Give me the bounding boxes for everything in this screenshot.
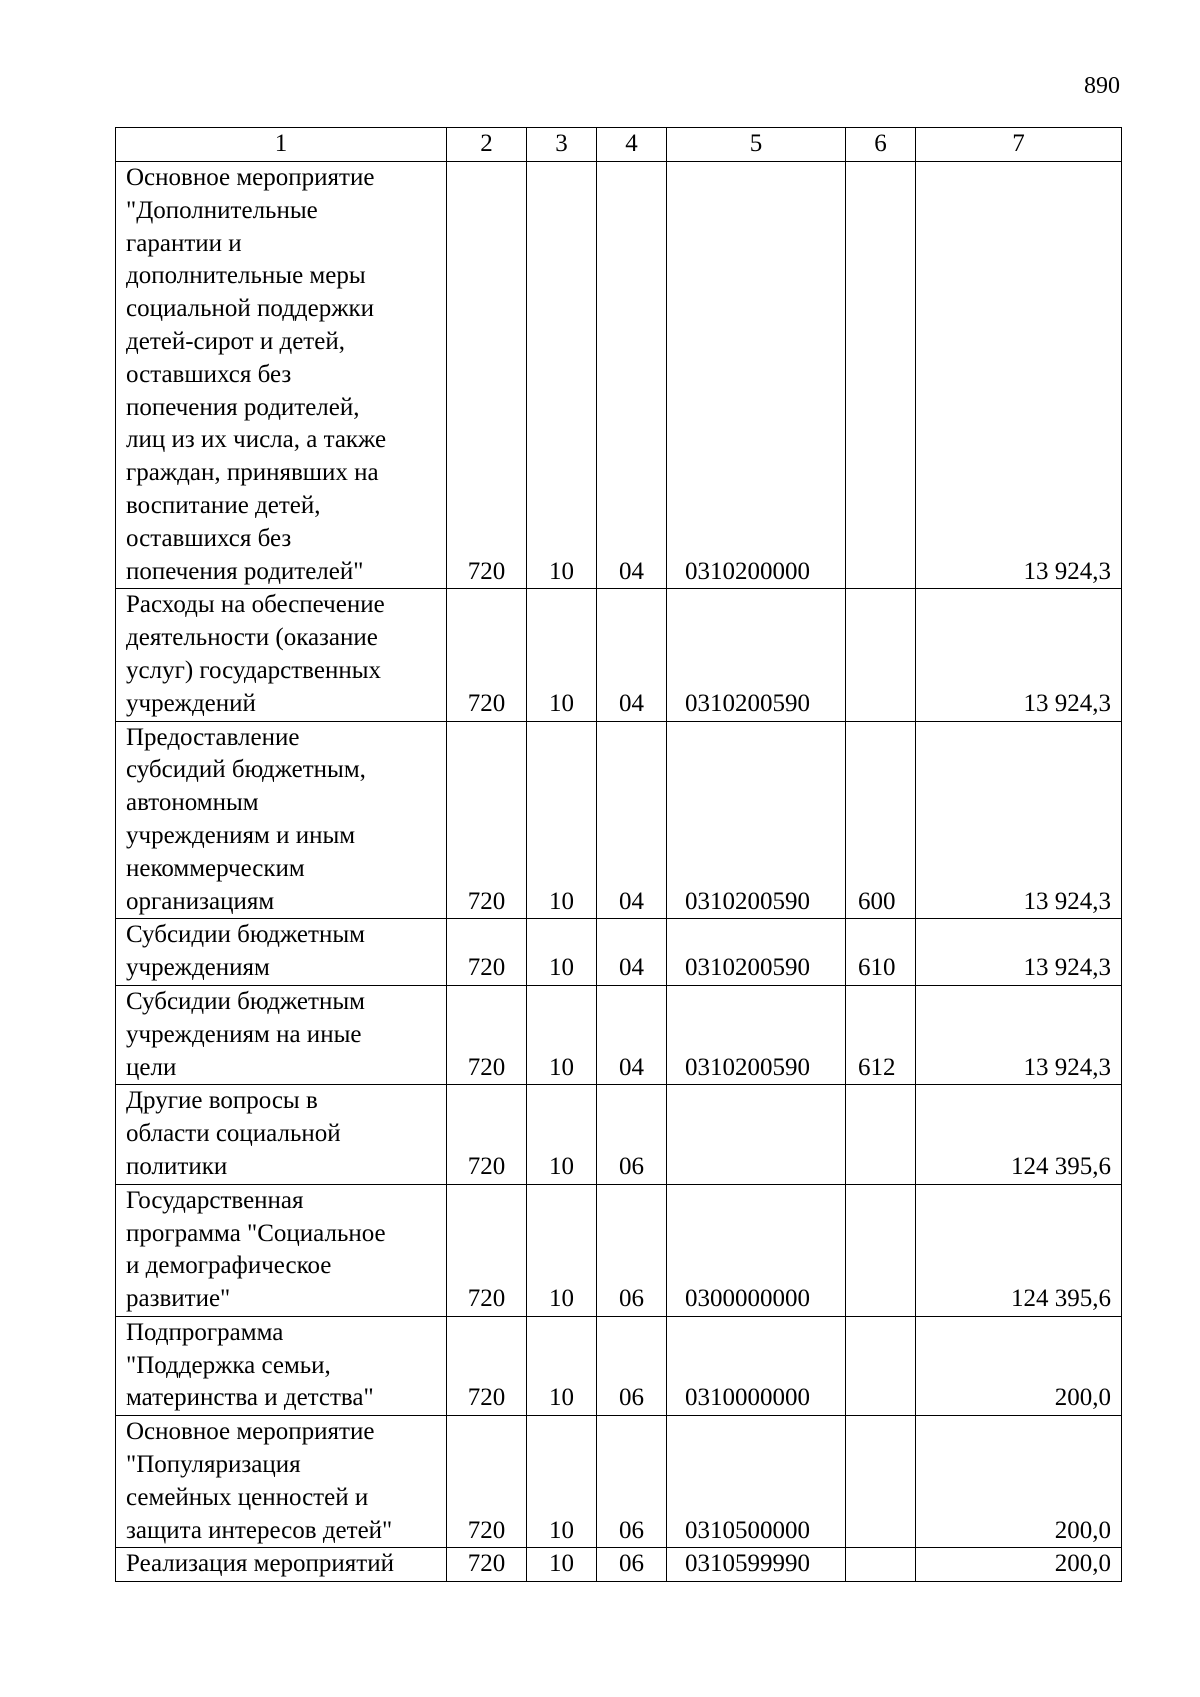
row-name-cell: Субсидии бюджетным учреждениям на иные цели [116,985,447,1084]
cell-col-2: 720 [447,1085,527,1184]
cell-col-3: 10 [527,1416,597,1548]
cell-col-2: 720 [447,589,527,721]
cell-col-3: 10 [527,1085,597,1184]
cell-col-4: 04 [597,721,667,919]
table-header-row [116,128,1122,162]
cell-col-4: 06 [597,1416,667,1548]
table-row [116,985,1122,1084]
cell-col-2: 720 [447,985,527,1084]
cell-col-3: 10 [527,1548,597,1582]
cell-col-7: 13 924,3 [916,985,1122,1084]
table-row [116,1316,1122,1415]
cell-col-7: 200,0 [916,1548,1122,1582]
cell-col-7: 200,0 [916,1416,1122,1548]
cell-col-6: 612 [846,985,916,1084]
row-name-cell: Расходы на обеспечение деятельности (оказание услуг) государственных учреждений [116,589,447,721]
budget-table [115,127,1122,1582]
cell-col-2: 720 [447,162,527,589]
cell-col-5: 0310599990 [667,1548,846,1582]
column-header: 1 [116,128,447,162]
cell-col-6: 610 [846,919,916,986]
table-row [116,1416,1122,1548]
cell-col-4: 06 [597,1085,667,1184]
cell-col-7: 124 395,6 [916,1184,1122,1316]
cell-col-3: 10 [527,1184,597,1316]
cell-col-5 [667,1085,846,1184]
cell-col-4: 06 [597,1548,667,1582]
column-header: 4 [597,128,667,162]
row-name-cell: Предоставление субсидий бюджетным, автономным учреждениям и иным некоммерческим организациям [116,721,447,919]
cell-col-6 [846,589,916,721]
cell-col-7: 13 924,3 [916,721,1122,919]
table-row [116,1184,1122,1316]
row-name-cell: Основное мероприятие "Популяризация семейных ценностей и защита интересов детей" [116,1416,447,1548]
cell-col-5: 0310500000 [667,1416,846,1548]
column-header: 2 [447,128,527,162]
cell-col-2: 720 [447,1548,527,1582]
row-name-cell: Подпрограмма "Поддержка семьи, материнства и детства" [116,1316,447,1415]
cell-col-4: 06 [597,1184,667,1316]
row-name-cell: Основное мероприятие "Дополнительные гарантии и дополнительные меры социальной поддержки детей-сирот и детей, оставшихся без попечения родителей, лиц из их числа, а также граждан, принявших на воспитание детей, оставшихся без попечения родителей" [116,162,447,589]
table-row [116,589,1122,721]
cell-col-6 [846,1085,916,1184]
row-name-cell: Государственная программа "Социальное и демографическое развитие" [116,1184,447,1316]
cell-col-3: 10 [527,1316,597,1415]
cell-col-5: 0310200590 [667,919,846,986]
cell-col-5: 0310200590 [667,721,846,919]
cell-col-2: 720 [447,1416,527,1548]
row-name-cell: Реализация мероприятий [116,1548,447,1582]
cell-col-7: 13 924,3 [916,589,1122,721]
cell-col-2: 720 [447,1316,527,1415]
cell-col-3: 10 [527,162,597,589]
cell-col-6 [846,162,916,589]
cell-col-4: 04 [597,985,667,1084]
cell-col-6: 600 [846,721,916,919]
table-row [116,919,1122,986]
cell-col-7: 13 924,3 [916,919,1122,986]
column-header: 6 [846,128,916,162]
cell-col-7: 13 924,3 [916,162,1122,589]
cell-col-7: 124 395,6 [916,1085,1122,1184]
cell-col-3: 10 [527,721,597,919]
cell-col-4: 04 [597,919,667,986]
column-header: 3 [527,128,597,162]
column-header: 7 [916,128,1122,162]
table-row [116,1085,1122,1184]
cell-col-4: 04 [597,162,667,589]
row-name-cell: Другие вопросы в области социальной политики [116,1085,447,1184]
cell-col-5: 0310200590 [667,589,846,721]
cell-col-3: 10 [527,919,597,986]
cell-col-3: 10 [527,589,597,721]
row-name-cell: Субсидии бюджетным учреждениям [116,919,447,986]
cell-col-6 [846,1316,916,1415]
table-row [116,1548,1122,1582]
cell-col-2: 720 [447,1184,527,1316]
cell-col-5: 0300000000 [667,1184,846,1316]
cell-col-6 [846,1548,916,1582]
cell-col-6 [846,1416,916,1548]
table-row [116,721,1122,919]
cell-col-5: 0310200000 [667,162,846,589]
table-row [116,162,1122,589]
cell-col-2: 720 [447,721,527,919]
cell-col-6 [846,1184,916,1316]
cell-col-2: 720 [447,919,527,986]
cell-col-4: 04 [597,589,667,721]
cell-col-5: 0310000000 [667,1316,846,1415]
cell-col-3: 10 [527,985,597,1084]
page-number: 890 [1084,73,1120,99]
cell-col-5: 0310200590 [667,985,846,1084]
cell-col-4: 06 [597,1316,667,1415]
column-header: 5 [667,128,846,162]
cell-col-7: 200,0 [916,1316,1122,1415]
